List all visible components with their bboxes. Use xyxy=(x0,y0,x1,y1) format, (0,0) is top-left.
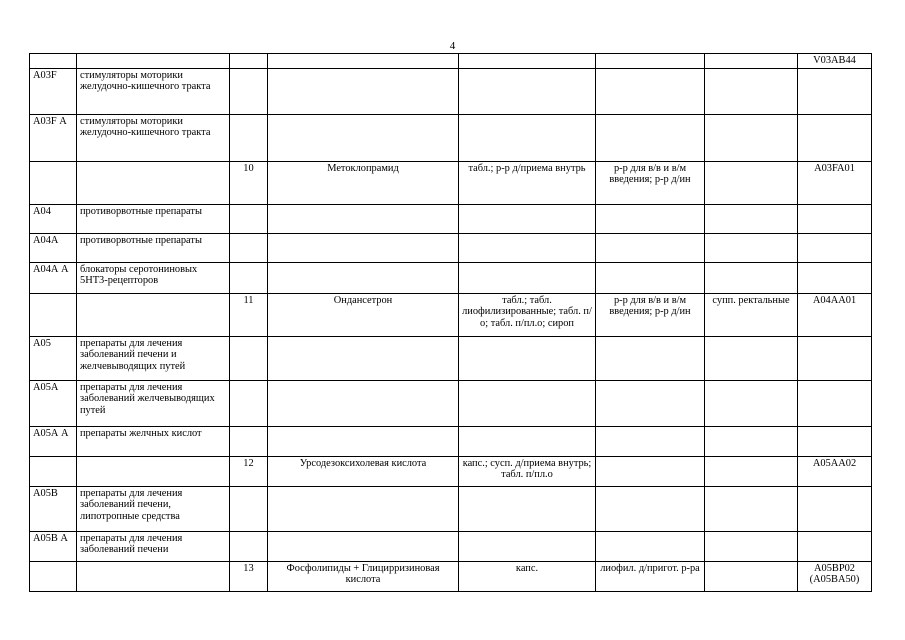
oral-form-cell xyxy=(459,262,596,293)
table-row xyxy=(30,293,872,336)
atc-group-code-cell: А05А А xyxy=(30,426,77,456)
drug-name-cell xyxy=(268,68,459,114)
atc-group-code-cell: А05В xyxy=(30,486,77,531)
atc-group-code-cell: А04 xyxy=(30,204,77,233)
table-row xyxy=(30,486,872,531)
table-row xyxy=(30,561,872,591)
atc-group-code-cell xyxy=(30,54,77,69)
other-form-cell xyxy=(705,456,798,486)
injection-form-cell: лиофил. д/пригот. р-ра xyxy=(596,561,705,591)
atc-group-code-cell: A04A xyxy=(30,233,77,262)
drug-name-cell xyxy=(268,486,459,531)
group-name-cell: стимуляторы моторики желудочно-кишечного тракта xyxy=(77,68,230,114)
atc-code-cell xyxy=(798,204,872,233)
other-form-cell xyxy=(705,54,798,69)
atc-code-cell: A05AA02 xyxy=(798,456,872,486)
atc-code-cell xyxy=(798,114,872,161)
drug-name-cell: Метоклопрамид xyxy=(268,161,459,204)
table-row xyxy=(30,161,872,204)
table-row xyxy=(30,380,872,426)
other-form-cell xyxy=(705,68,798,114)
injection-form-cell xyxy=(596,426,705,456)
table-body xyxy=(30,54,872,592)
injection-form-cell xyxy=(596,54,705,69)
drug-name-cell xyxy=(268,233,459,262)
drug-name-cell xyxy=(268,426,459,456)
drug-name-cell xyxy=(268,204,459,233)
table-row xyxy=(30,54,872,69)
other-form-cell xyxy=(705,161,798,204)
other-form-cell xyxy=(705,114,798,161)
oral-form-cell xyxy=(459,204,596,233)
atc-code-cell xyxy=(798,531,872,561)
oral-form-cell: табл.; р-р д/приема внутрь xyxy=(459,161,596,204)
injection-form-cell: р-р для в/в и в/м введения; р-р д/ин xyxy=(596,161,705,204)
drug-name-cell xyxy=(268,262,459,293)
atc-code-cell xyxy=(798,486,872,531)
row-number-cell xyxy=(230,204,268,233)
group-name-cell: препараты для лечения заболеваний печени и желчевыводящих путей xyxy=(77,336,230,380)
injection-form-cell xyxy=(596,486,705,531)
atc-group-code-cell: А05А xyxy=(30,380,77,426)
oral-form-cell: табл.; табл. лиофилизированные; табл. п/о; табл. п/пл.о; сироп xyxy=(459,293,596,336)
group-name-cell xyxy=(77,561,230,591)
row-number-cell xyxy=(230,486,268,531)
atc-code-cell: A05BP02 (A05BA50) xyxy=(798,561,872,591)
table-row xyxy=(30,114,872,161)
atc-group-code-cell: A03F xyxy=(30,68,77,114)
injection-form-cell: р-р для в/в и в/м введения; р-р д/ин xyxy=(596,293,705,336)
group-name-cell: препараты желчных кислот xyxy=(77,426,230,456)
group-name-cell: препараты для лечения заболеваний печени, липотропные средства xyxy=(77,486,230,531)
table-row xyxy=(30,204,872,233)
oral-form-cell xyxy=(459,233,596,262)
table-row xyxy=(30,262,872,293)
atc-group-code-cell: A05 xyxy=(30,336,77,380)
row-number-cell xyxy=(230,54,268,69)
drug-name-cell: Урсодезоксихолевая кислота xyxy=(268,456,459,486)
atc-code-cell: A03FA01 xyxy=(798,161,872,204)
row-number-cell xyxy=(230,114,268,161)
oral-form-cell xyxy=(459,486,596,531)
row-number-cell: 10 xyxy=(230,161,268,204)
atc-group-code-cell xyxy=(30,161,77,204)
oral-form-cell xyxy=(459,54,596,69)
group-name-cell: стимуляторы моторики желудочно-кишечного тракта xyxy=(77,114,230,161)
row-number-cell: 12 xyxy=(230,456,268,486)
table-row xyxy=(30,456,872,486)
oral-form-cell xyxy=(459,68,596,114)
atc-group-code-cell: А04А А xyxy=(30,262,77,293)
drug-name-cell: Фосфолипиды + Глицирризиновая кислота xyxy=(268,561,459,591)
group-name-cell: блокаторы серотониновых 5НТ3-рецепторов xyxy=(77,262,230,293)
atc-group-code-cell xyxy=(30,456,77,486)
injection-form-cell xyxy=(596,233,705,262)
oral-form-cell xyxy=(459,426,596,456)
other-form-cell xyxy=(705,380,798,426)
row-number-cell: 13 xyxy=(230,561,268,591)
row-number-cell xyxy=(230,68,268,114)
atc-code-cell xyxy=(798,336,872,380)
drug-name-cell xyxy=(268,380,459,426)
atc-group-code-cell xyxy=(30,293,77,336)
group-name-cell: противорвотные препараты xyxy=(77,233,230,262)
row-number-cell xyxy=(230,380,268,426)
injection-form-cell xyxy=(596,114,705,161)
group-name-cell xyxy=(77,293,230,336)
other-form-cell xyxy=(705,561,798,591)
group-name-cell xyxy=(77,54,230,69)
oral-form-cell: капс. xyxy=(459,561,596,591)
atc-code-cell: V03AB44 xyxy=(798,54,872,69)
injection-form-cell xyxy=(596,336,705,380)
drug-table xyxy=(29,53,872,592)
table-row xyxy=(30,233,872,262)
atc-code-cell: A04AA01 xyxy=(798,293,872,336)
atc-code-cell xyxy=(798,262,872,293)
drug-name-cell: Ондансетрон xyxy=(268,293,459,336)
row-number-cell xyxy=(230,233,268,262)
atc-group-code-cell: A03F А xyxy=(30,114,77,161)
injection-form-cell xyxy=(596,380,705,426)
table-row xyxy=(30,68,872,114)
group-name-cell: препараты для лечения заболеваний печени xyxy=(77,531,230,561)
table-row xyxy=(30,531,872,561)
group-name-cell: противорвотные препараты xyxy=(77,204,230,233)
atc-code-cell xyxy=(798,380,872,426)
atc-code-cell xyxy=(798,233,872,262)
other-form-cell xyxy=(705,233,798,262)
injection-form-cell xyxy=(596,456,705,486)
atc-code-cell xyxy=(798,426,872,456)
table-row xyxy=(30,336,872,380)
oral-form-cell: капс.; сусп. д/приема внутрь; табл. п/пл.о xyxy=(459,456,596,486)
page-number: 4 xyxy=(449,40,456,52)
group-name-cell: препараты для лечения заболеваний желчевыводящих путей xyxy=(77,380,230,426)
drug-name-cell xyxy=(268,114,459,161)
group-name-cell xyxy=(77,456,230,486)
other-form-cell: супп. ректальные xyxy=(705,293,798,336)
other-form-cell xyxy=(705,531,798,561)
group-name-cell xyxy=(77,161,230,204)
injection-form-cell xyxy=(596,531,705,561)
injection-form-cell xyxy=(596,204,705,233)
atc-group-code-cell: А05В А xyxy=(30,531,77,561)
oral-form-cell xyxy=(459,336,596,380)
table-row xyxy=(30,426,872,456)
other-form-cell xyxy=(705,486,798,531)
drug-name-cell xyxy=(268,531,459,561)
oral-form-cell xyxy=(459,380,596,426)
injection-form-cell xyxy=(596,68,705,114)
row-number-cell xyxy=(230,426,268,456)
other-form-cell xyxy=(705,204,798,233)
row-number-cell xyxy=(230,531,268,561)
other-form-cell xyxy=(705,336,798,380)
row-number-cell xyxy=(230,336,268,380)
injection-form-cell xyxy=(596,262,705,293)
oral-form-cell xyxy=(459,531,596,561)
row-number-cell xyxy=(230,262,268,293)
atc-group-code-cell xyxy=(30,561,77,591)
drug-name-cell xyxy=(268,336,459,380)
other-form-cell xyxy=(705,262,798,293)
oral-form-cell xyxy=(459,114,596,161)
row-number-cell: 11 xyxy=(230,293,268,336)
atc-code-cell xyxy=(798,68,872,114)
drug-name-cell xyxy=(268,54,459,69)
other-form-cell xyxy=(705,426,798,456)
